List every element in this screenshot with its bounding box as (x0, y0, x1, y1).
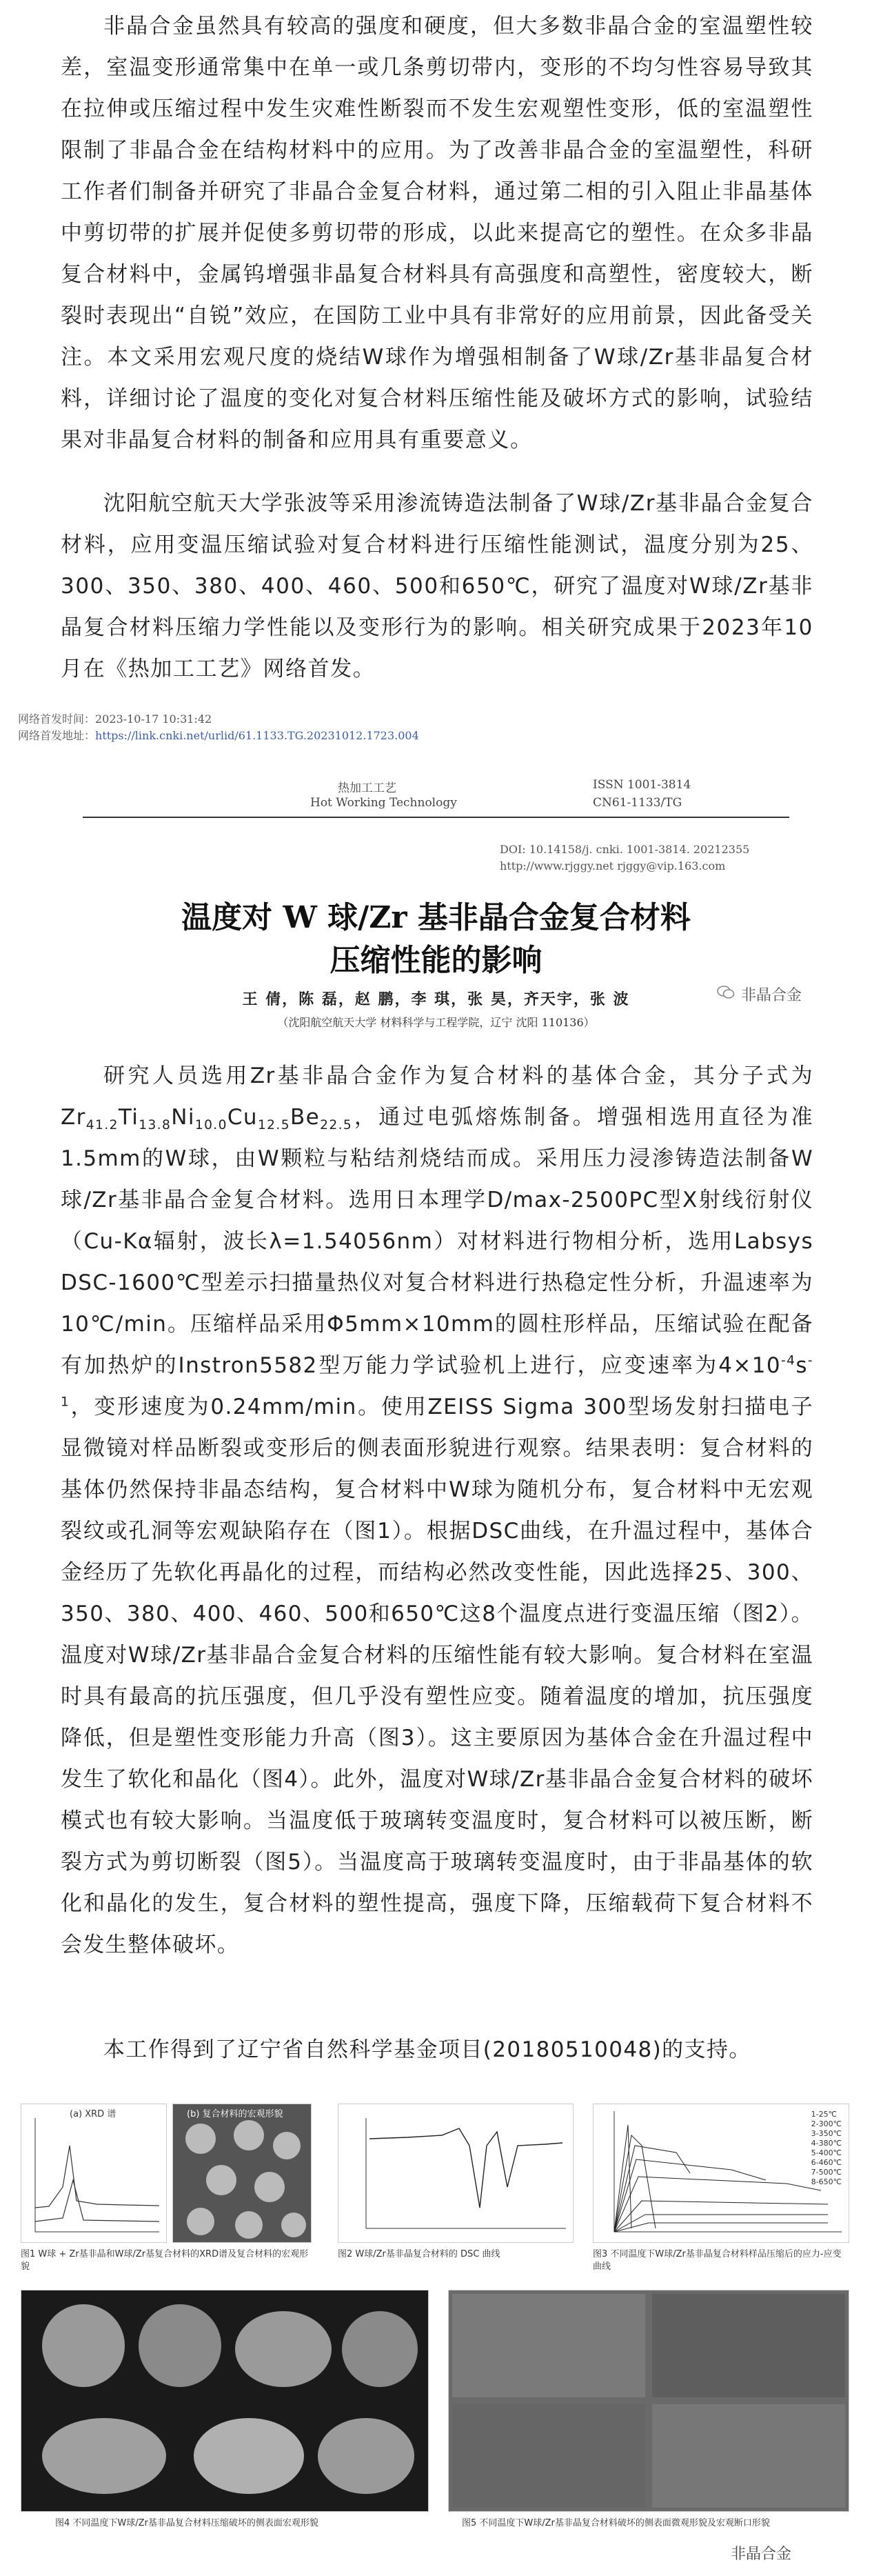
fig3-stress-strain-panel (593, 2104, 849, 2243)
fig4-macro-panel (21, 2290, 429, 2512)
figures-block (14, 2090, 858, 2573)
online-date: 网络首发时间：2023-10-17 10:31:42 (18, 712, 212, 726)
fig1-panel-a-label: (a) XRD 谱 (70, 2109, 116, 2119)
fig2-caption: 图2 W球/Zr基非晶复合材料的 DSC 曲线 (338, 2249, 500, 2259)
w-sphere-macro-image (173, 2104, 311, 2242)
fig5-sem-images (449, 2290, 849, 2511)
fig2-dsc-panel (338, 2104, 574, 2243)
online-url-label: 网络首发地址： (18, 729, 96, 742)
header-divider (83, 817, 789, 818)
journal-name-en: Hot Working Technology (310, 796, 457, 810)
paper-doi: DOI: 10.14158/j. cnki. 1001-3814. 20212355 (500, 843, 750, 856)
journal-name-cn: 热加工工艺 (338, 781, 396, 795)
fig4-caption: 图4 不同温度下W球/Zr基非晶复合材料压缩破坏的侧表面宏观形貌 (55, 2518, 318, 2528)
fig1-panel-b-label: (b) 复合材料的宏观形貌 (187, 2109, 283, 2119)
dsc-plot (338, 2104, 573, 2242)
journal-issn: ISSN 1001-3814 (593, 778, 691, 792)
journal-website: http://www.rjggy.net rjggy@vip.163.com (500, 859, 726, 872)
fig3-legend: 1-25℃ 2-300℃ 3-350℃ 4-380℃ 5-400℃ 6-460℃ 7-500℃ 8-650℃ (811, 2110, 842, 2186)
fig1-xrd-panel (21, 2104, 167, 2243)
funding-paragraph: 本工作得到了辽宁省自然科学基金项目(20180510048)的支持。 (103, 2037, 751, 2062)
fig1-macro-panel (172, 2104, 312, 2243)
online-url-line (18, 727, 419, 743)
fig1-caption: 图1 W球 + Zr基非晶和W球/Zr基复合材料的XRD谱及复合材料的宏观形貌 (21, 2249, 309, 2272)
online-url-link[interactable]: https://link.cnki.net/urlid/61.1133.TG.20231012.1723.004 (95, 729, 419, 742)
body-paragraph-main: 研究人员选用Zr基非晶合金作为复合材料的基体合金，其分子式为$Zr_{41.2}Ti_{13.8}Ni_{10.0}Cu_{12.5}Be_{22.5}$，通过电弧熔炼制备。增强相选用直径为准1.5mm的W球，由W颗粒与粘结剂烧结而成。采用压力浸渗铸造法制备W球/Zr基非晶合金复合材料。选用日本理学D/max-2500PC型X射线衍射仪（Cu-Kα辐射，波长λ=1.54056nm）对材料进行物相分析，选用Labsys DSC-1600℃型差示扫描量热仪对复合材料进行热稳定性分析，升温速率为10℃/min。压缩样品采用Φ5mm×10mm的圆柱形样品，压缩试验在配备有加热炉的Instron5582型万能力学试验机上进行，应变速率为$4\times 10^{-4}s^{-1}$，变形速度为0.24mm/min。使用ZEISS Sigma 300型场发射扫描电子显微镜对样品断裂或变形后的侧表面形貌进行观察。结果表明：复合材料的基体仍然保持非晶态结构，复合材料中W球为随机分布，复合材料中无宏观裂纹或孔洞等宏观缺陷存在（图1）。根据DSC曲线，在升温过程中，基体合金经历了先软化再晶化的过程，而结构必然改变性能，因此选择25、300、350、380、400、460、500和650℃这8个温度点进行变温压缩（图2）。温度对W球/Zr基非晶合金复合材料的压缩性能有较大影响。复合材料在室温时具有最高的抗压强度，但几乎没有塑性应变。随着温度的增加，抗压强度降低，但是塑性变形能力升高（图3）。这主要原因为基体合金在升温过程中发生了软化和晶化（图4）。此外，温度对W球/Zr基非晶合金复合材料的破坏模式也有较大影响。当温度低于玻璃转变温度时，复合材料可以被压断，断裂方式为剪切断裂（图5）。当温度高于玻璃转变温度时，由于非晶基体的软化和晶化的发生，复合材料的塑性提高，强度下降，压缩载荷下复合材料不会发生整体破坏。 (61, 1064, 813, 1957)
paper-title-line-1: 温度对 W 球/Zr 基非晶合金复合材料 (181, 900, 691, 935)
watermark-label: 非晶合金 (741, 987, 802, 1004)
paper-authors: 王 倩，陈 磊，赵 鹏，李 琪，张 昊，齐天宇，张 波 (242, 990, 630, 1008)
paper-title-line-2: 压缩性能的影响 (329, 943, 543, 978)
fig5-micro-panel (448, 2290, 849, 2512)
xrd-plot (21, 2104, 166, 2242)
fig4-sample-images (21, 2290, 428, 2511)
wechat-icon (717, 985, 735, 1000)
journal-cn-number: CN61-1133/TG (593, 796, 682, 810)
fig5-caption: 图5 不同温度下W球/Zr基非晶复合材料破坏的侧表面微观形貌及宏观断口形貌 (462, 2518, 770, 2528)
paper-affiliation: （沈阳航空航天大学 材料科学与工程学院，辽宁 沈阳 110136） (277, 1016, 595, 1029)
intro-paragraph-1: 非晶合金虽然具有较高的强度和硬度，但大多数非晶合金的室温塑性较差，室温变形通常集中在单一或几条剪切带内，变形的不均匀性容易导致其在拉伸或压缩过程中发生灾难性断裂而不发生宏观塑性变形，低的室温塑性限制了非晶合金在结构材料中的应用。为了改善非晶合金的室温塑性，科研工作者们制备并研究了非晶合金复合材料，通过第二相的引入阻止非晶基体中剪切带的扩展并促使多剪切带的形成，以此来提高它的塑性。在众多非晶复合材料中，金属钨增强非晶复合材料具有高强度和高塑性，密度较大，断裂时表现出“自锐”效应，在国防工业中具有非常好的应用前景，因此备受关注。本文采用宏观尺度的烧结W球作为增强相制备了W球/Zr基非晶复合材料，详细讨论了温度的变化对复合材料压缩性能及破坏方式的影响，试验结果对非晶复合材料的制备和应用具有重要意义。 (61, 14, 813, 452)
stress-strain-plot (594, 2104, 849, 2242)
fig3-caption: 图3 不同温度下W球/Zr基非晶复合材料样品压缩后的应力-应变曲线 (593, 2249, 842, 2272)
intro-paragraph-2: 沈阳航空航天大学张波等采用渗流铸造法制备了W球/Zr基非晶合金复合材料，应用变温压缩试验对复合材料进行压缩性能测试，温度分别为25、300、350、380、400、460、500和650℃，研究了温度对W球/Zr基非晶复合材料压缩力学性能以及变形行为的影响。相关研究成果于2023年10月在《热加工工艺》网络首发。 (61, 491, 813, 681)
figure-watermark: 非晶合金 (731, 2546, 792, 2563)
